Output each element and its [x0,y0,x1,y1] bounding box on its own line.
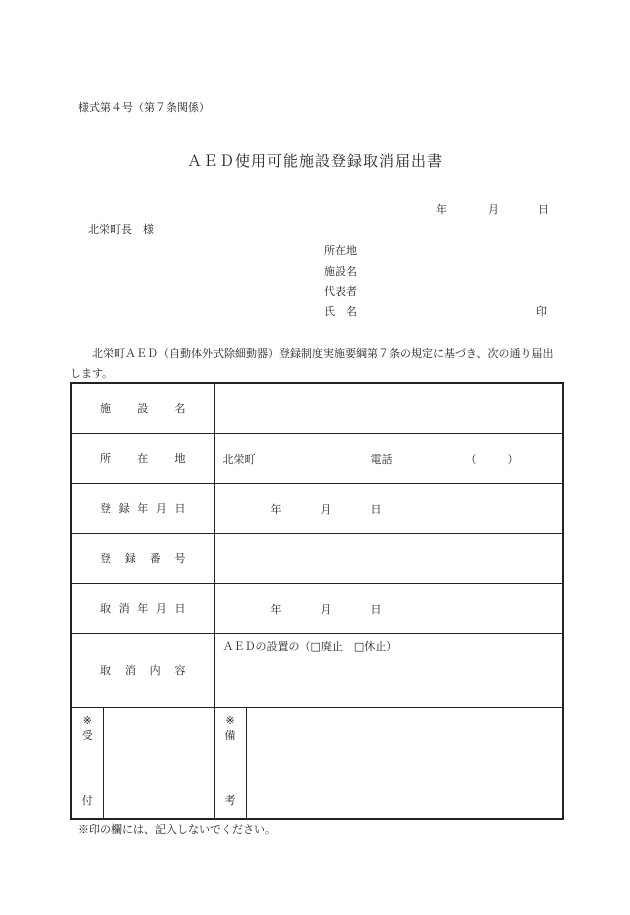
cancel-date-label [71,583,214,633]
location-prefix: 北栄町 [222,453,256,466]
applicant-address-label: 所在地 [324,244,357,257]
row-cancel-content [71,633,563,707]
reg-date-text [72,500,214,516]
char: 取 [100,602,111,615]
char: 在 [137,452,149,465]
char: 録 [118,502,130,515]
receipt-mark: ※ [82,713,92,727]
registration-table [70,382,564,820]
addressee: 北栄町長 様 [88,223,154,236]
facility-name-text [72,400,214,416]
reg-date-label [71,483,214,533]
seal-mark: 印 [536,305,547,318]
date-year: 年 [436,203,447,216]
applicant-facility-label: 施設名 [324,265,357,278]
reg-day: 日 [370,503,382,516]
footnote: ※印の欄には、記入しないでください。 [78,823,276,836]
receipt-char-1: 受 [81,728,93,742]
char: 地 [174,452,186,465]
char: 日 [174,502,186,515]
char: 月 [155,502,167,515]
reg-date-field[interactable] [214,483,563,533]
remarks-char-1: 備 [224,728,236,742]
phone-paren-close: ） [507,453,519,466]
location-field[interactable] [214,433,563,483]
location-text [72,450,214,466]
cancel-date-text [72,600,214,616]
remarks-field[interactable] [246,707,563,819]
cancel-content-field[interactable] [214,633,563,707]
receipt-label [71,707,103,819]
facility-name-field[interactable] [214,383,563,433]
row-reg-date [71,483,563,533]
applicant-name-label: 氏 名 [324,305,357,318]
date-day: 日 [538,203,549,216]
reg-number-text [72,550,214,566]
char: 年 [137,602,149,615]
reg-month: 月 [320,503,332,516]
char: 消 [124,664,136,677]
remarks-char-2: 考 [224,793,236,807]
cancel-content-options: ＡＥＤの設置の（□廃止 □休止） [222,639,398,653]
char: 年 [137,502,149,515]
remarks-mark: ※ [225,713,235,727]
row-cancel-date [71,583,563,633]
notification-paragraph: 北栄町ＡＥＤ（自動体外式除細動器）登録制度実施要綱第７条の規定に基づき、次の通り届出します。 [70,347,554,380]
receipt-field[interactable] [103,707,214,819]
row-receipt-remarks [71,707,563,819]
char: 録 [124,552,136,565]
char: 名 [174,402,186,416]
form-number: 様式第４号（第７条関係） [78,101,210,114]
applicant-rep-label: 代表者 [324,285,357,298]
char: 施 [100,402,111,416]
char: 登 [100,502,111,515]
row-location [71,433,563,483]
receipt-char-2: 付 [81,793,93,807]
char: 番 [149,552,161,565]
row-facility-name [71,383,563,433]
char: 号 [174,552,186,565]
char: 容 [174,664,186,677]
row-reg-number [71,533,563,583]
cancel-year: 年 [270,603,282,616]
char: 所 [100,452,111,465]
page-title: ＡＥＤ使用可能施設登録取消届出書 [186,152,443,170]
reg-number-label [71,533,214,583]
char: 取 [100,664,111,677]
cancel-date-field[interactable] [214,583,563,633]
char: 消 [118,602,130,615]
char: 設 [137,402,149,416]
char: 月 [155,602,167,615]
remarks-label [214,707,246,819]
date-month: 月 [488,203,499,216]
reg-number-field[interactable] [214,533,563,583]
char: 登 [100,552,111,565]
facility-name-label [71,383,214,433]
char: 内 [149,664,161,677]
cancel-content-label [71,633,214,707]
cancel-content-text [72,662,214,678]
phone-paren-open: （ [465,453,477,466]
location-label [71,433,214,483]
char: 日 [174,602,186,615]
cancel-day: 日 [370,603,382,616]
cancel-month: 月 [320,603,332,616]
phone-label: 電話 [370,453,393,466]
reg-year: 年 [270,503,282,516]
